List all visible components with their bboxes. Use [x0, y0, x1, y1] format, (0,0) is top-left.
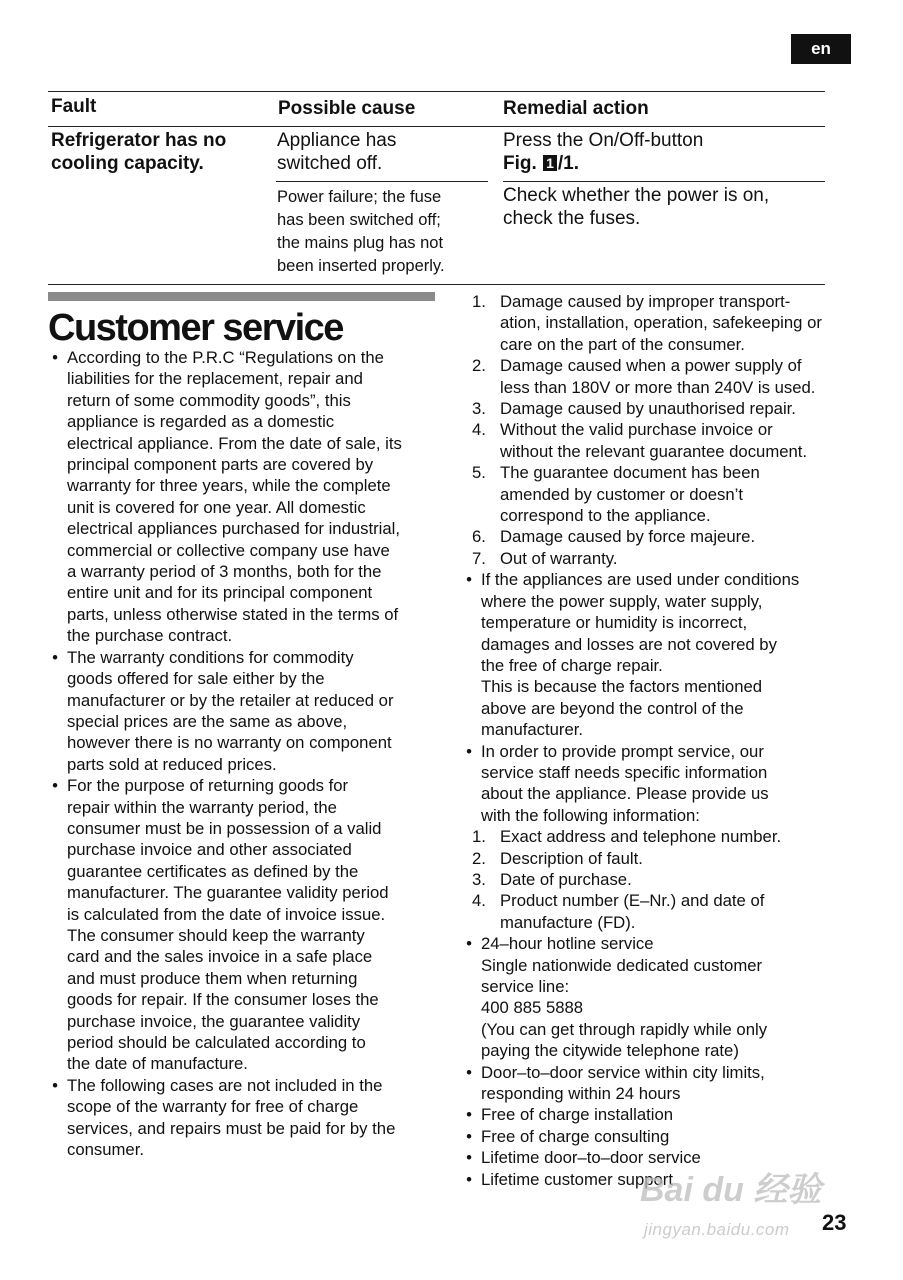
cause-line: has been switched off;	[277, 211, 441, 229]
row-divider-remedy	[503, 181, 825, 182]
bullet-marker: •	[52, 776, 58, 796]
item-line: Lifetime door–to–door service	[481, 1148, 701, 1168]
item-line: where the power supply, water supply,	[481, 591, 763, 611]
item-line: less than 180V or more than 240V is used.	[500, 377, 816, 397]
figure-suffix: /1.	[557, 153, 579, 174]
item-line: According to the P.R.C “Regulations on the	[67, 348, 384, 367]
item-line: The warranty conditions for commodity	[67, 647, 354, 667]
item-line: card and the sales invoice in a safe place	[67, 947, 373, 967]
item-number: 3.	[472, 869, 486, 889]
item-number: 2.	[472, 848, 486, 868]
fault-line: cooling capacity.	[51, 153, 204, 174]
bullet-marker: •	[466, 1062, 472, 1082]
section-bar	[48, 292, 435, 301]
item-line: warranty for three years, while the complete	[67, 476, 391, 496]
item-line: manufacturer. The guarantee validity period	[67, 883, 389, 903]
item-number: 4.	[472, 891, 486, 911]
item-line: care on the part of the consumer.	[500, 334, 745, 354]
item-line: Door–to–door service within city limits,	[481, 1062, 765, 1082]
item-line: goods for repair. If the consumer loses the	[67, 990, 379, 1010]
bullet-item	[48, 775, 443, 1075]
bullet-marker: •	[466, 934, 472, 954]
item-line: The consumer should keep the warranty	[67, 925, 365, 945]
remedy-line: check the fuses.	[503, 208, 641, 229]
figure-number-box: 1	[543, 155, 557, 171]
item-number: 4.	[472, 420, 486, 440]
item-line: Product number (E–Nr.) and date of	[500, 891, 765, 911]
numbered-item	[462, 526, 857, 547]
cause-line: Power failure; the fuse	[277, 188, 442, 206]
item-line: scope of the warranty for free of charge	[67, 1097, 359, 1117]
row-divider-cause	[276, 181, 488, 182]
cause-line: been inserted properly.	[277, 257, 445, 275]
item-line: (You can get through rapidly while only	[481, 1019, 768, 1039]
item-line: The guarantee document has been	[500, 463, 760, 483]
numbered-item	[462, 548, 857, 569]
cause-row2	[277, 186, 445, 278]
bullet-item	[48, 1075, 443, 1161]
item-line: purchase invoice, the guarantee validity	[67, 1011, 361, 1031]
numbered-item	[462, 890, 857, 933]
item-line: electrical appliance. From the date of sale, its	[67, 433, 402, 453]
item-line: Single nationwide dedicated customer	[481, 955, 763, 975]
item-line: Free of charge installation	[481, 1105, 674, 1125]
item-line: ation, installation, operation, safekeeping or	[500, 313, 822, 333]
item-line: This is because the factors mentioned	[481, 677, 763, 697]
bullet-marker: •	[466, 1126, 472, 1146]
item-number: 6.	[472, 527, 486, 547]
item-line: electrical appliances purchased for industrial,	[67, 519, 401, 539]
numbered-item	[462, 398, 857, 419]
numbered-item	[462, 826, 857, 847]
item-line: In order to provide prompt service, our	[481, 741, 764, 761]
item-line: Lifetime customer support	[481, 1169, 673, 1189]
item-line: temperature or humidity is incorrect,	[481, 613, 748, 633]
cause-line: the mains plug has not	[277, 234, 444, 252]
item-line: manufacture (FD).	[500, 912, 636, 932]
item-line: principal component parts are covered by	[67, 455, 374, 475]
remedy-row1	[503, 129, 703, 175]
header-remedy: Remedial action	[503, 98, 649, 119]
remedy-line: Press the On/Off-button	[503, 130, 704, 151]
item-line: manufacturer.	[481, 720, 584, 740]
item-line: the date of manufacture.	[67, 1054, 248, 1074]
item-line: consumer must be in possession of a valid	[67, 818, 382, 838]
item-line: Description of fault.	[500, 848, 643, 868]
remedy-line: Check whether the power is on,	[503, 185, 770, 206]
table-top-rule	[48, 91, 825, 92]
item-line: amended by customer or doesn’t	[500, 484, 744, 504]
item-line: service line:	[481, 977, 570, 996]
bullet-marker: •	[466, 741, 472, 761]
table-bottom-rule	[48, 284, 825, 285]
item-line: Free of charge consulting	[481, 1126, 670, 1146]
bullet-item	[462, 1126, 857, 1147]
numbered-item	[462, 419, 857, 462]
item-line: 400 885 5888	[481, 998, 584, 1018]
item-line: guarantee certificates as defined by the	[67, 861, 359, 881]
item-line: however there is no warranty on component	[67, 733, 392, 753]
item-line: the purchase contract.	[67, 626, 233, 646]
fault-description	[51, 129, 226, 175]
numbered-item	[462, 848, 857, 869]
item-line: parts sold at reduced prices.	[67, 754, 277, 774]
bullet-marker: •	[52, 348, 58, 367]
cause-row1	[277, 129, 396, 175]
bullet-marker: •	[466, 1169, 472, 1189]
fault-line: Refrigerator has no	[51, 130, 227, 151]
item-line: purchase invoice and other associated	[67, 840, 352, 860]
item-number: 5.	[472, 463, 486, 483]
item-number: 3.	[472, 399, 486, 419]
item-line: and must produce them when returning	[67, 968, 358, 988]
watermark-url: jingyan.baidu.com	[644, 1220, 790, 1239]
left-column	[48, 347, 443, 1160]
bullet-marker: •	[52, 647, 58, 667]
item-number: 2.	[472, 356, 486, 376]
item-line: parts, unless otherwise stated in the terms of	[67, 604, 399, 624]
item-line: goods offered for sale either by the	[67, 669, 325, 689]
item-line: Damage caused by improper transport-	[500, 292, 791, 311]
bullet-marker: •	[466, 1105, 472, 1125]
bullet-marker: •	[466, 570, 472, 590]
item-line: If the appliances are used under conditions	[481, 570, 800, 590]
numbered-item	[462, 462, 857, 526]
figure-reference	[503, 152, 703, 175]
item-line: entire unit and for its principal component	[67, 583, 373, 603]
watermark-logo: Bai du 经验	[640, 1171, 822, 1209]
cause-line: Appliance has	[277, 130, 397, 151]
item-line: appliance is regarded as a domestic	[67, 412, 335, 432]
item-line: paying the citywide telephone rate)	[481, 1041, 739, 1061]
item-line: Out of warranty.	[500, 548, 618, 568]
item-line: Damage caused when a power supply of	[500, 356, 802, 376]
item-line: correspond to the appliance.	[500, 506, 711, 526]
item-number: 7.	[472, 548, 486, 568]
bullet-item	[48, 347, 443, 647]
item-line: Damage caused by unauthorised repair.	[500, 399, 796, 419]
bullet-item	[48, 647, 443, 775]
item-line: Without the valid purchase invoice or	[500, 420, 773, 440]
item-line: Damage caused by force majeure.	[500, 527, 756, 547]
cause-line: switched off.	[277, 153, 383, 174]
header-fault: Fault	[51, 96, 97, 117]
item-line: period should be calculated according to	[67, 1033, 366, 1052]
item-line: repair within the warranty period, the	[67, 797, 337, 817]
right-column	[462, 291, 857, 1190]
item-line: above are beyond the control of the	[481, 698, 744, 718]
bullet-item	[462, 1104, 857, 1125]
item-line: liabilities for the replacement, repair and	[67, 369, 363, 389]
item-line: services, and repairs must be paid for by the	[67, 1118, 396, 1138]
bullet-item	[462, 933, 857, 1061]
header-cause: Possible cause	[278, 98, 416, 119]
language-badge: en	[791, 34, 851, 64]
numbered-item	[462, 869, 857, 890]
item-line: responding within 24 hours	[481, 1084, 681, 1104]
numbered-item	[462, 291, 857, 355]
item-line: without the relevant guarantee document.	[500, 441, 808, 461]
numbered-item	[462, 355, 857, 398]
figure-label: Fig.	[503, 153, 537, 174]
remedy-row2	[503, 184, 769, 230]
table-header-rule	[48, 126, 825, 127]
item-line: damages and losses are not covered by	[481, 634, 777, 654]
item-line: with the following information:	[481, 805, 700, 825]
page-number: 23	[822, 1210, 847, 1235]
item-line: a warranty period of 3 months, both for the	[67, 562, 382, 582]
item-line: unit is covered for one year. All domestic	[67, 497, 366, 517]
item-line: service staff needs specific information	[481, 762, 768, 782]
item-line: commercial or collective company use have	[67, 540, 390, 560]
section-title: Customer service	[48, 307, 343, 349]
item-line: manufacturer or by the retailer at reduced or	[67, 690, 394, 710]
item-line: consumer.	[67, 1140, 144, 1160]
item-line: return of some commodity goods”, this	[67, 390, 351, 410]
item-line: special prices are the same as above,	[67, 711, 348, 731]
item-line: the free of charge repair.	[481, 655, 663, 675]
item-line: is calculated from the date of invoice issue.	[67, 904, 386, 924]
item-line: about the appliance. Please provide us	[481, 784, 769, 804]
item-number: 1.	[472, 292, 486, 311]
item-line: Date of purchase.	[500, 869, 632, 889]
bullet-marker: •	[52, 1075, 58, 1095]
bullet-item	[462, 1062, 857, 1105]
item-line: The following cases are not included in the	[67, 1075, 383, 1095]
item-line: For the purpose of returning goods for	[67, 776, 349, 796]
item-line: Exact address and telephone number.	[500, 827, 782, 847]
bullet-item	[462, 741, 857, 827]
bullet-item	[462, 569, 857, 740]
item-line: 24–hour hotline service	[481, 934, 654, 954]
bullet-marker: •	[466, 1148, 472, 1168]
item-number: 1.	[472, 827, 486, 847]
